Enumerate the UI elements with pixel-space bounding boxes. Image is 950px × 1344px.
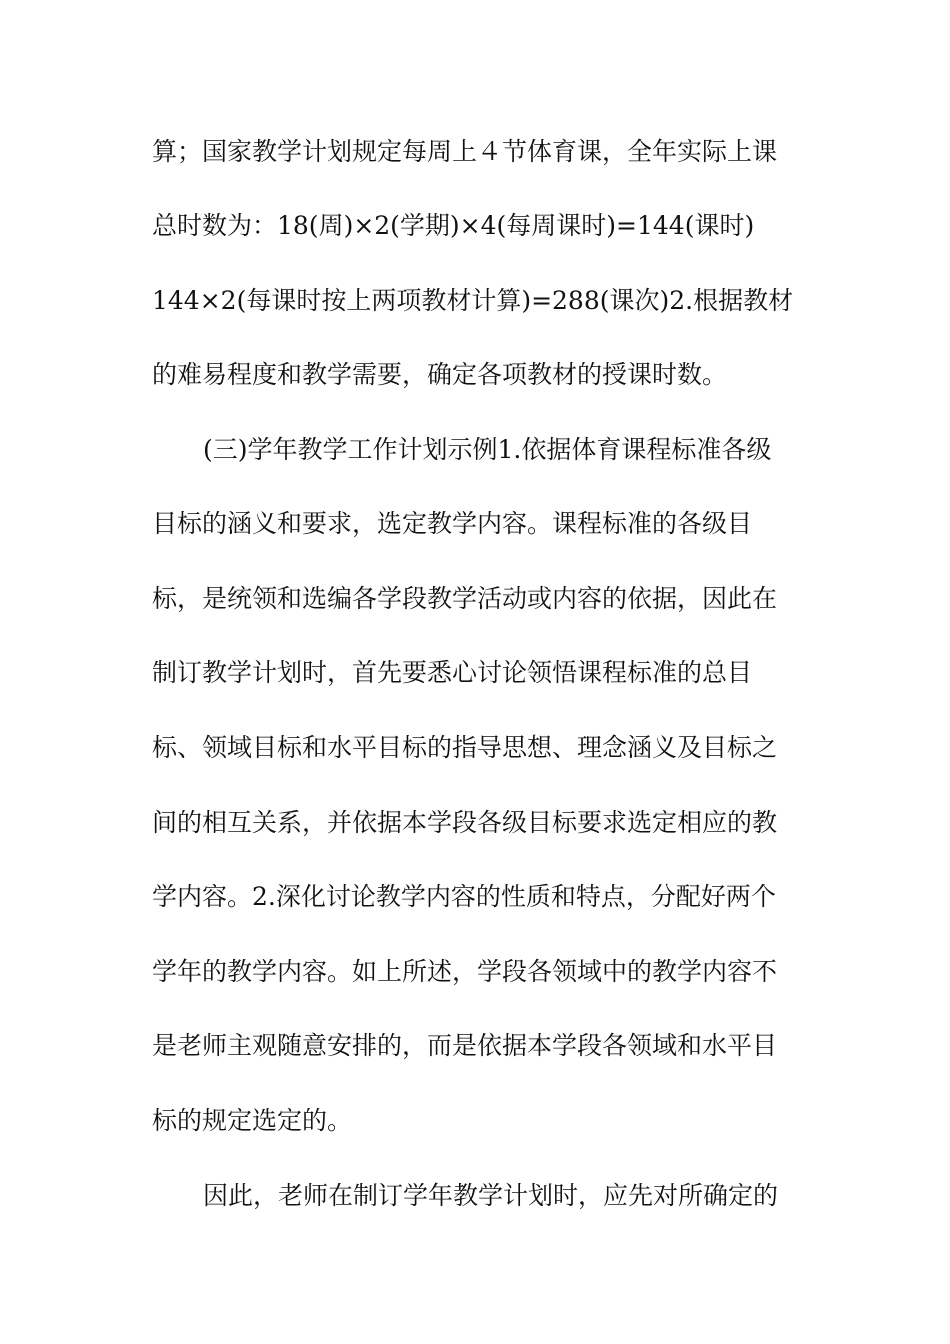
text-line: 的难易程度和教学需要，确定各项教材的授课时数。 (152, 360, 728, 389)
text-line: 算；国家教学计划规定每周上４节体育课，全年实际上课 (152, 137, 778, 166)
paragraph-start-line: 因此，老师在制订学年教学计划时，应先对所确定的 (203, 1181, 779, 1210)
text-line: 144×2(每课时按上两项教材计算)=288(课次)2.根据教材 (152, 286, 794, 315)
text-line: 间的相互关系，并依据本学段各级目标要求选定相应的教 (152, 808, 778, 837)
text-line: 总时数为：18(周)×2(学期)×4(每周课时)=144(课时) (152, 211, 755, 240)
text-line: 标的规定选定的。 (152, 1106, 353, 1135)
paragraph-start-line: (三)学年教学工作计划示例1.依据体育课程标准各级 (203, 435, 772, 464)
text-line: 是老师主观随意安排的，而是依据本学段各领域和水平目 (152, 1031, 778, 1060)
text-line: 目标的涵义和要求，选定教学内容。课程标准的各级目 (152, 509, 753, 538)
text-line: 标，是统领和选编各学段教学活动或内容的依据，因此在 (152, 584, 778, 613)
text-line: 标、领域目标和水平目标的指导思想、理念涵义及目标之 (152, 733, 778, 762)
text-line: 制订教学计划时，首先要悉心讨论领悟课程标准的总目 (152, 658, 753, 687)
text-line: 学内容。2.深化讨论教学内容的性质和特点，分配好两个 (152, 882, 776, 911)
text-line: 学年的教学内容。如上所述，学段各领域中的教学内容不 (152, 957, 778, 986)
